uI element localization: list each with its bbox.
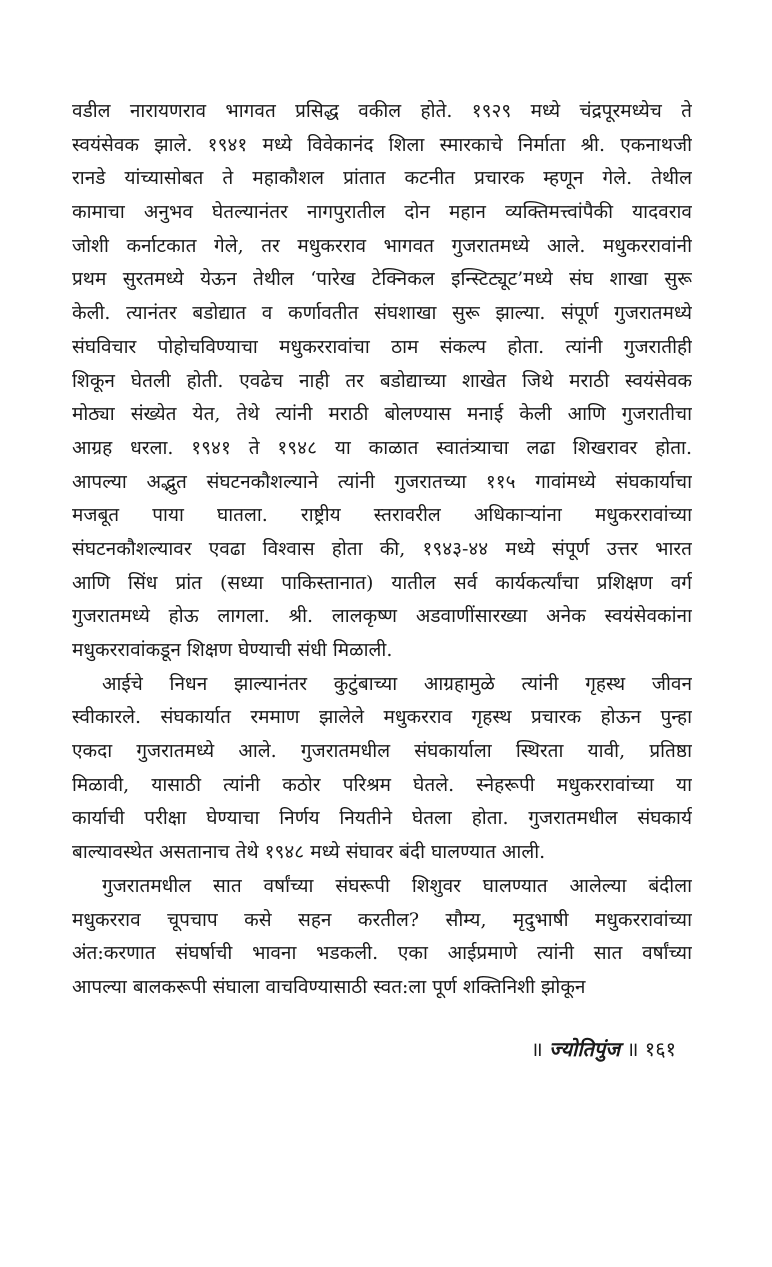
text-line: शिकून घेतली होती. एवढेच नाही तर बडोद्याच्या शाखेत जिथे मराठी स्वयंसेवक: [72, 369, 692, 392]
text-line: आईचे निधन झाल्यानंतर कुटुंबाच्या आग्रहामुळे त्यांनी गृहस्थ जीवन: [102, 672, 692, 695]
text-line: मजबूत पाया घातला. राष्ट्रीय स्तरावरील अधिकाऱ्यांना मधुकररावांच्या: [72, 504, 692, 527]
text-line: संघविचार पोहोचविण्याचा मधुकररावांचा ठाम संकल्प होता. त्यांनी गुजरातीही: [72, 335, 692, 358]
text-line: कार्याची परीक्षा घेण्याचा निर्णय नियतीने घेतला होता. गुजरातमधील संघकार्य: [72, 807, 692, 830]
text-line: एकदा गुजरातमध्ये आले. गुजरातमधील संघकार्याला स्थिरता यावी, प्रतिष्ठा: [72, 740, 692, 763]
text-line: गुजरातमध्ये होऊ लागला. श्री. लालकृष्ण अडवाणींसारख्या अनेक स्वयंसेवकांना: [72, 605, 692, 628]
text-line: आणि सिंध प्रांत (सध्या पाकिस्तानात) यातील सर्व कार्यकर्त्यांचा प्रशिक्षण वर्ग: [72, 571, 692, 594]
text-line: स्वयंसेवक झाले. १९४१ मध्ये विवेकानंद शिला स्मारकाचे निर्माता श्री. एकनाथजी: [72, 133, 692, 156]
text-line: केली. त्यानंतर बडोद्यात व कर्णावतीत संघशाखा सुरू झाल्या. संपूर्ण गुजरातमध्ये: [72, 302, 692, 325]
body-text: [72, 95, 692, 1005]
text-line: आपल्या बालकरूपी संघाला वाचविण्यासाठी स्वत:ला पूर्ण शक्तिनिशी झोकून: [72, 975, 586, 998]
text-line: गुजरातमधील सात वर्षांच्या संघरूपी शिशुवर घालण्यात आलेल्या बंदीला: [102, 874, 692, 897]
paragraph: [72, 95, 692, 668]
page-footer: [531, 1035, 676, 1062]
text-line: अंत:करणात संघर्षाची भावना भडकली. एका आईप्रमाणे त्यांनी सात वर्षांच्या: [72, 942, 692, 965]
paragraph: [72, 668, 692, 870]
text-line: आपल्या अद्भुत संघटनकौशल्याने त्यांनी गुजरातच्या ११५ गावांमध्ये संघकार्याचा: [72, 470, 692, 493]
text-line: मिळावी, यासाठी त्यांनी कठोर परिश्रम घेतले. स्नेहरूपी मधुकररावांच्या या: [72, 773, 692, 796]
text-line: मोठ्या संख्येत येत, तेथे त्यांनी मराठी बोलण्यास मनाई केली आणि गुजरातीचा: [72, 403, 692, 426]
text-line: आग्रह धरला. १९४१ ते १९४८ या काळात स्वातंत्र्याचा लढा शिखरावर होता.: [72, 436, 692, 459]
text-line: बाल्यावस्थेत असतानाच तेथे १९४८ मध्ये संघावर बंदी घालण्यात आली.: [72, 841, 546, 864]
footer-prefix: ॥: [530, 1037, 543, 1061]
text-line: वडील नारायणराव भागवत प्रसिद्ध वकील होते. १९२९ मध्ये चंद्रपूरमध्येच ते: [72, 100, 692, 122]
book-title: ज्योतिपुंज: [549, 1037, 621, 1061]
text-line: प्रथम सुरतमध्ये येऊन तेथील ‘पारेख टेक्निकल इन्स्टिट्यूट’मध्ये संघ शाखा सुरू: [72, 268, 692, 291]
text-line: स्वीकारले. संघकार्यात रममाण झालेले मधुकरराव गृहस्थ प्रचारक होऊन पुन्हा: [72, 706, 692, 729]
page-number: १६१: [644, 1037, 676, 1061]
text-line: कामाचा अनुभव घेतल्यानंतर नागपुरातील दोन महान व्यक्तिमत्त्वांपैकी यादवराव: [72, 201, 692, 224]
footer-suffix: ॥: [626, 1037, 639, 1061]
text-line: संघटनकौशल्यावर एवढा विश्वास होता की, १९४३-४४ मध्ये संपूर्ण उत्तर भारत: [72, 537, 692, 560]
text-line: जोशी कर्नाटकात गेले, तर मधुकरराव भागवत गुजरातमध्ये आले. मधुकररावांनी: [72, 234, 692, 257]
paragraph: [72, 870, 692, 1005]
text-line: रानडे यांच्यासोबत ते महाकौशल प्रांतात कटनीत प्रचारक म्हणून गेले. तेथील: [72, 167, 692, 190]
text-line: मधुकरराव चूपचाप कसे सहन करतील? सौम्य, मृदुभाषी मधुकररावांच्या: [72, 908, 692, 931]
text-line: मधुकररावांकडून शिक्षण घेण्याची संधी मिळाली.: [72, 639, 393, 661]
